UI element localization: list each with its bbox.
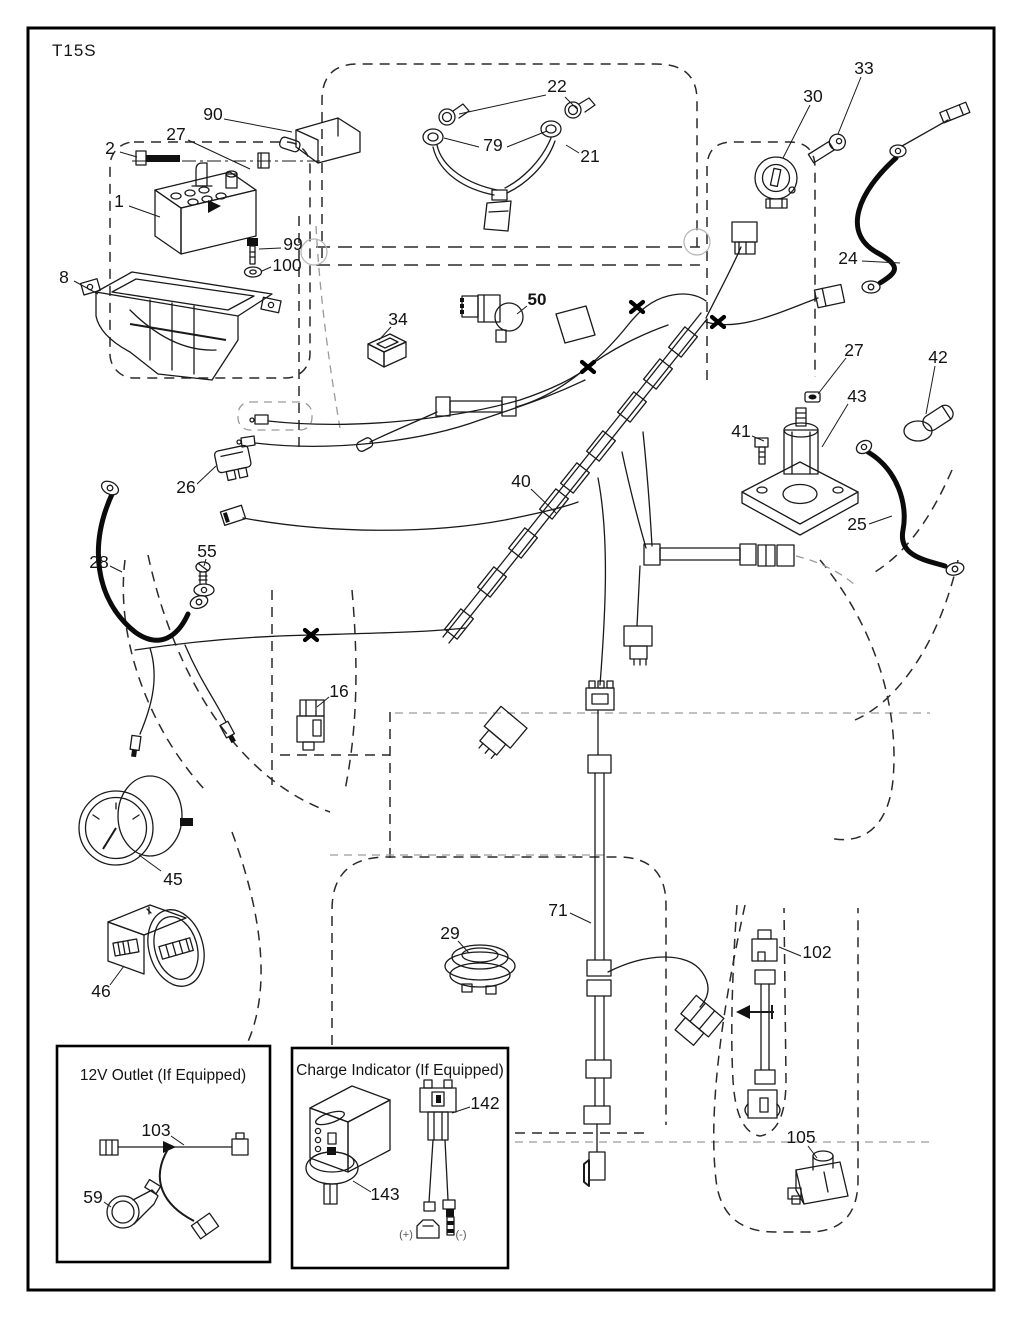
callout-1: 1 [114,191,124,211]
inset-charge-title: Charge Indicator (If Equipped) [296,1062,504,1079]
callout-99: 99 [283,234,303,254]
callout-34: 34 [388,309,408,329]
diagram-title: T15S [52,41,97,60]
callout-22: 22 [547,76,567,96]
inset-charge-indicator [292,1048,508,1268]
callout-24: 24 [838,248,858,268]
callout-41: 41 [731,421,751,441]
inset-12v-outlet [57,1046,270,1262]
inset-outlet-title: 12V Outlet (If Equipped) [79,1067,247,1084]
callout-16: 16 [329,681,349,701]
callout-27a: 27 [166,124,186,144]
callout-79: 79 [483,135,503,155]
callout-43: 43 [847,386,867,406]
callout-55: 55 [197,541,217,561]
callout-42: 42 [928,347,948,367]
callout-46: 46 [91,981,111,1001]
callout-71: 71 [548,900,568,920]
callout-27b: 27 [844,340,864,360]
callout-143: 143 [370,1184,400,1204]
label-negative-terminal: (-) [455,1229,467,1241]
callout-45: 45 [163,869,183,889]
label-positive-terminal: (+) [399,1229,413,1241]
callout-105: 105 [786,1127,816,1147]
callout-25: 25 [847,514,867,534]
callout-8: 8 [59,267,69,287]
callout-90: 90 [203,104,223,124]
callout-102: 102 [802,942,832,962]
callout-59: 59 [83,1187,103,1207]
callout-21: 21 [580,146,600,166]
callout-100: 100 [272,255,302,275]
callout-2: 2 [105,138,115,158]
callout-142: 142 [470,1093,500,1113]
callout-28: 28 [89,552,109,572]
callout-50: 50 [527,290,547,309]
callout-29: 29 [440,923,460,943]
callout-33: 33 [854,58,874,78]
callout-103: 103 [141,1120,171,1140]
callout-30: 30 [803,86,823,106]
callout-40: 40 [511,471,531,491]
callout-26: 26 [176,477,196,497]
